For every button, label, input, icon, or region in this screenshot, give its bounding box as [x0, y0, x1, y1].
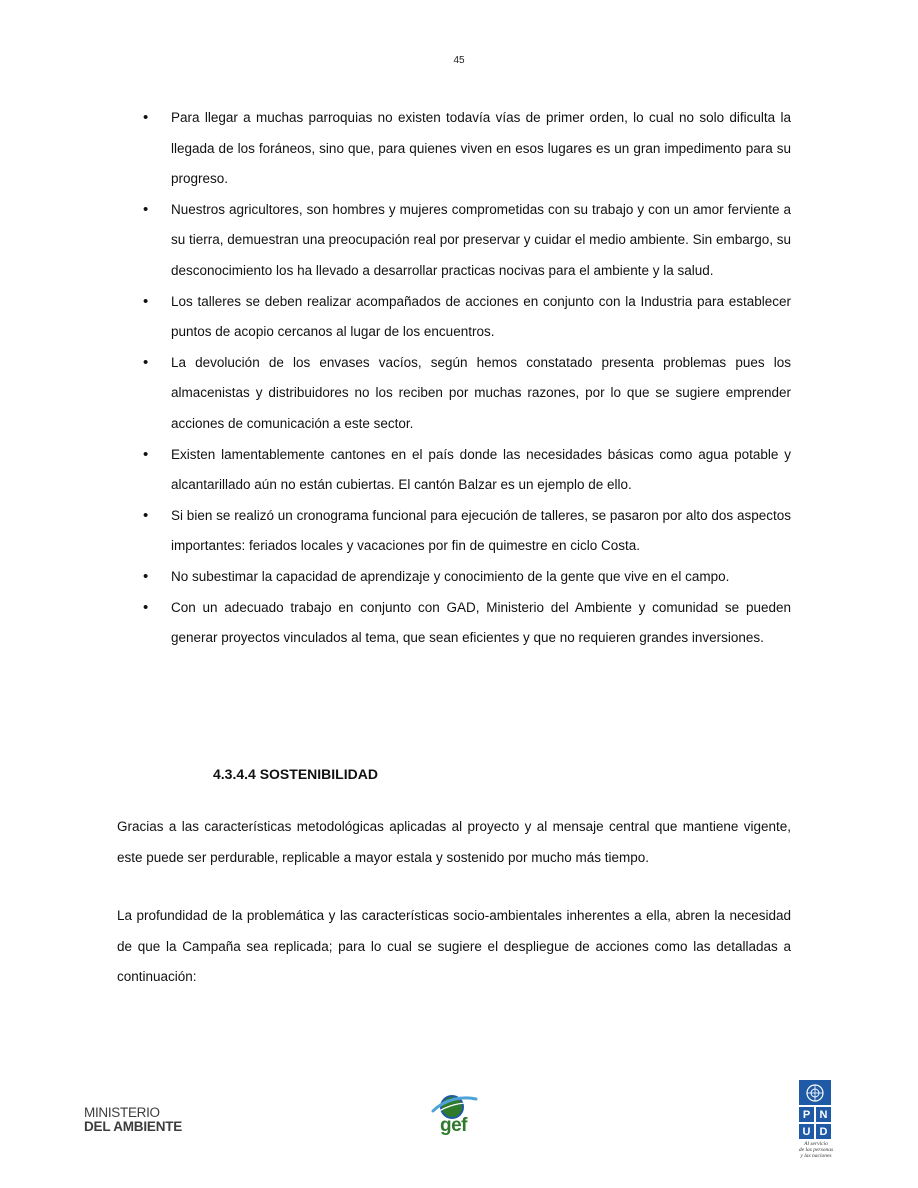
- bullet-icon: •: [143, 353, 149, 371]
- list-item: [143, 103, 791, 195]
- gef-logo: [430, 1093, 478, 1143]
- bullet-icon: •: [143, 567, 149, 585]
- list-item-text: Los talleres se deben realizar acompañados de acciones en conjunto con la Industria para establecer puntos de acopio cercanos al lugar de los encuentros.: [171, 293, 791, 340]
- un-emblem-icon: [799, 1080, 831, 1105]
- list-item-text: No subestimar la capacidad de aprendizaje y conocimiento de la gente que vive en el campo.: [171, 568, 730, 584]
- list-item-text: Con un adecuado trabajo en conjunto con GAD, Ministerio del Ambiente y comunidad se pueden generar proyectos vinculados al tema, que sean eficientes y que no requieren grandes inversiones.: [171, 599, 791, 646]
- list-item-text: Nuestros agricultores, son hombres y mujeres comprometidas con su trabajo y con un amor ferviente a su tierra, demuestran una preocupación real por preservar y cuidar el medio ambiente. Sin embargo, su desconocimiento los ha llevado a desarrollar practicas nocivas para el ambiente y la salud.: [171, 201, 791, 278]
- list-item-text: Existen lamentablemente cantones en el país donde las necesidades básicas como agua potable y alcantarillado aún no están cubiertas. El cantón Balzar es un ejemplo de ello.: [171, 446, 791, 493]
- paragraph: Gracias a las características metodológicas aplicadas al proyecto y al mensaje central que mantiene vigente, este puede ser perdurable, replicable a mayor estala y sostenido por mucho más tiempo.: [117, 819, 791, 865]
- paragraph: La profundidad de la problemática y las características socio-ambientales inherentes a ella, abren la necesidad de que la Campaña sea replicada; para lo cual se sugiere el despliegue de acciones como las detalladas a continuación:: [117, 908, 791, 985]
- bullet-icon: •: [143, 598, 149, 616]
- list-item: [143, 287, 791, 348]
- bullet-icon: •: [143, 292, 149, 310]
- list-item: [143, 440, 791, 501]
- list-item: [143, 593, 791, 654]
- ministerio-logo-line2: DEL AMBIENTE: [84, 1119, 183, 1134]
- list-item: [143, 348, 791, 440]
- list-item: [143, 562, 791, 593]
- pnud-tagline-line: de las personas: [798, 1147, 834, 1153]
- gef-logo-text: gef: [440, 1115, 467, 1136]
- ministerio-ambiente-logo: [84, 1106, 182, 1134]
- bullet-list: [143, 103, 791, 654]
- pnud-letter: D: [816, 1124, 831, 1139]
- bullet-icon: •: [143, 445, 149, 463]
- pnud-letter-grid: [799, 1107, 833, 1139]
- pnud-tagline-line: y las naciones: [800, 1153, 832, 1159]
- list-item-text: Si bien se realizó un cronograma funcional para ejecución de talleres, se pasaron por alto dos aspectos importantes: feriados locales y vacaciones por fin de quimestre en ciclo Costa.: [171, 507, 791, 554]
- list-item: [143, 195, 791, 287]
- list-item-text: Para llegar a muchas parroquias no existen todavía vías de primer orden, lo cual no solo dificulta la llegada de los foráneos, sino que, para quienes viven en esos lugares es un gran impedimento para su progreso.: [171, 110, 791, 187]
- pnud-letter: P: [799, 1107, 814, 1122]
- bullet-icon: •: [143, 109, 149, 126]
- pnud-letter: N: [816, 1107, 831, 1122]
- pnud-letter: U: [799, 1124, 814, 1139]
- page-number: 45: [453, 55, 465, 66]
- bullet-icon: •: [143, 506, 149, 524]
- section-heading: 4.3.4.4 SOSTENIBILIDAD: [213, 766, 378, 782]
- list-item-text: La devolución de los envases vacíos, según hemos constatado presenta problemas pues los almacenistas y distribuidores no los reciben por muchas razones, por lo que se sugiere emprender acciones de comunicación a este sector.: [171, 354, 791, 431]
- pnud-tagline: [796, 1141, 836, 1159]
- ministerio-logo-line1: MINISTERIO: [84, 1105, 160, 1120]
- pnud-logo: [799, 1080, 833, 1159]
- pnud-tagline-line: Al servicio: [804, 1141, 828, 1147]
- list-item: [143, 501, 791, 562]
- bullet-icon: •: [143, 200, 149, 218]
